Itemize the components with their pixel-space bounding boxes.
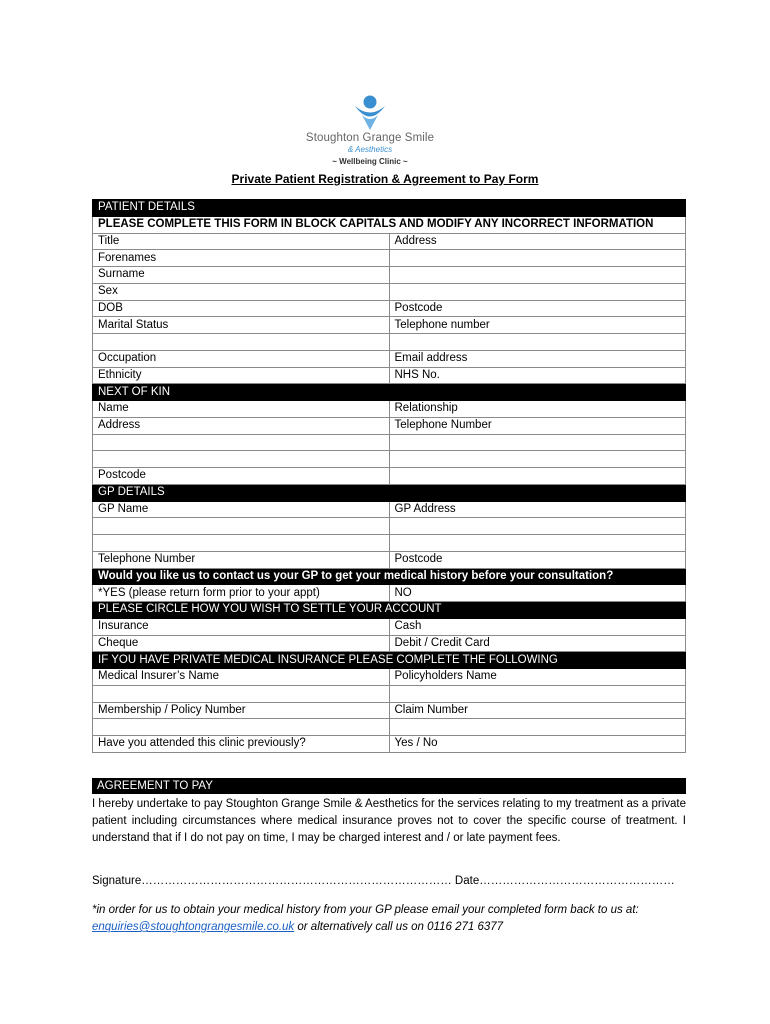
gp-address-field[interactable]: GP Address (389, 501, 686, 518)
surname-field[interactable]: Surname (93, 267, 390, 284)
agreement-header: AGREEMENT TO PAY (92, 778, 686, 794)
blank-field[interactable] (93, 334, 390, 351)
signature-date-line[interactable]: Signature……………………………………………………………………… Date…………………………………………… (92, 875, 675, 887)
gp-contact-yes-option[interactable]: *YES (please return form prior to your appt) (93, 585, 390, 602)
registration-form-table (92, 199, 686, 753)
gp-details-header: GP DETAILS (93, 484, 686, 501)
email-field[interactable]: Email address (389, 350, 686, 367)
address-line-field[interactable] (389, 267, 686, 284)
smile-figure-icon (350, 93, 390, 131)
kin-relationship-field[interactable]: Relationship (389, 401, 686, 418)
claim-number-field[interactable]: Claim Number (389, 702, 686, 719)
blank-field[interactable] (389, 468, 686, 485)
logo-tagline: ~ Wellbeing Clinic ~ (332, 157, 408, 166)
postcode-field[interactable]: Postcode (389, 300, 686, 317)
gp-history-note (92, 902, 686, 936)
next-of-kin-header: NEXT OF KIN (93, 384, 686, 401)
blank-field[interactable] (93, 535, 390, 552)
enquiries-email-link[interactable]: enquiries@stoughtongrangesmile.co.uk (92, 921, 295, 933)
gp-contact-question: Would you like us to contact us your GP to get your medical history before your consultation? (93, 568, 686, 585)
nhs-number-field[interactable]: NHS No. (389, 367, 686, 384)
blank-field[interactable] (389, 434, 686, 451)
blank-field[interactable] (93, 719, 390, 736)
payment-cheque-option[interactable]: Cheque (93, 635, 390, 652)
payment-insurance-option[interactable]: Insurance (93, 618, 390, 635)
gp-telephone-field[interactable]: Telephone Number (93, 551, 390, 568)
gp-name-field[interactable]: GP Name (93, 501, 390, 518)
payment-method-header: PLEASE CIRCLE HOW YOU WISH TO SETTLE YOUR ACCOUNT (93, 602, 686, 619)
membership-number-field[interactable]: Membership / Policy Number (93, 702, 390, 719)
blank-field[interactable] (389, 685, 686, 702)
blank-field[interactable] (389, 719, 686, 736)
blank-field[interactable] (93, 685, 390, 702)
dob-field[interactable]: DOB (93, 300, 390, 317)
clinic-logo (300, 93, 440, 166)
title-field[interactable]: Title (93, 233, 390, 250)
note-suffix: or alternatively call us on 0116 271 6377 (294, 921, 504, 933)
kin-telephone-field[interactable]: Telephone Number (389, 417, 686, 434)
kin-address-line-field[interactable] (93, 434, 390, 451)
telephone-field[interactable]: Telephone number (389, 317, 686, 334)
kin-address-field[interactable]: Address (93, 417, 390, 434)
logo-name: Stoughton Grange Smile (305, 132, 435, 144)
attended-question: Have you attended this clinic previously? (93, 736, 390, 753)
kin-name-field[interactable]: Name (93, 401, 390, 418)
gp-postcode-field[interactable]: Postcode (389, 551, 686, 568)
ethnicity-field[interactable]: Ethnicity (93, 367, 390, 384)
policyholder-name-field[interactable]: Policyholders Name (389, 669, 686, 686)
block-capitals-instruction: PLEASE COMPLETE THIS FORM IN BLOCK CAPITALS AND MODIFY ANY INCORRECT INFORMATION (93, 216, 686, 233)
kin-postcode-field[interactable]: Postcode (93, 468, 390, 485)
forenames-field[interactable]: Forenames (93, 250, 390, 267)
kin-address-line-field[interactable] (93, 451, 390, 468)
blank-field[interactable] (93, 518, 390, 535)
address-line-field[interactable] (389, 250, 686, 267)
payment-cash-option[interactable]: Cash (389, 618, 686, 635)
gp-address-line-field[interactable] (389, 535, 686, 552)
sex-field[interactable]: Sex (93, 283, 390, 300)
gp-contact-no-option[interactable]: NO (389, 585, 686, 602)
note-prefix: *in order for us to obtain your medical history from your GP please email your completed form back to us at: (92, 904, 639, 916)
blank-field[interactable] (389, 334, 686, 351)
address-line-field[interactable] (389, 283, 686, 300)
patient-details-header: PATIENT DETAILS (93, 200, 686, 217)
occupation-field[interactable]: Occupation (93, 350, 390, 367)
gp-address-line-field[interactable] (389, 518, 686, 535)
logo-subtitle: & Aesthetics (347, 145, 393, 154)
payment-card-option[interactable]: Debit / Credit Card (389, 635, 686, 652)
attended-yes-no-option[interactable]: Yes / No (389, 736, 686, 753)
insurer-name-field[interactable]: Medical Insurer’s Name (93, 669, 390, 686)
agreement-text: I hereby undertake to pay Stoughton Grange Smile & Aesthetics for the services relating to my treatment as a private patient including circumstances where medical insurance proves not to cover the specific course of treatment. I understand that if I do not pay on time, I may be charged interest and / or late payment fees. (92, 798, 686, 844)
address-field[interactable]: Address (389, 233, 686, 250)
marital-status-field[interactable]: Marital Status (93, 317, 390, 334)
insurance-header: IF YOU HAVE PRIVATE MEDICAL INSURANCE PLEASE COMPLETE THE FOLLOWING (93, 652, 686, 669)
form-title: Private Patient Registration & Agreement to Pay Form (231, 172, 539, 186)
blank-field[interactable] (389, 451, 686, 468)
